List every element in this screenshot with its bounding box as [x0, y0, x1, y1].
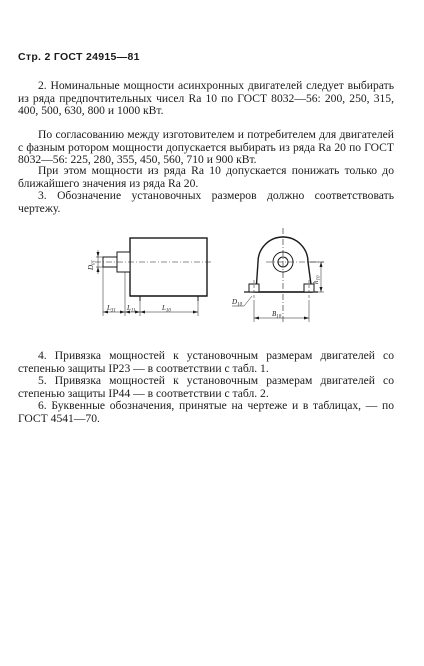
label-l10-letter: L: [162, 304, 166, 312]
paragraph-3: 3. Обозначение установочных размеров должно соответствовать чертежу.: [18, 189, 394, 215]
paragraph-6: 6. Буквенные обозначения, принятые на чертеже и в таблицах, — по ГОСТ 4541—70.: [18, 399, 394, 425]
label-d01-letter: D: [87, 264, 95, 270]
label-l11-sub: 11: [130, 308, 136, 314]
label-l31-letter: L: [107, 304, 111, 312]
label-d10-sub: 10: [237, 302, 243, 308]
paragraph-4: 4. Привязка мощностей к установочным размерам двигателей со степенью защиты IP23 — в соответствии с табл. 1.: [18, 349, 394, 375]
label-b10-letter: B: [272, 310, 277, 318]
page-header: Стр. 2 ГОСТ 24915—81: [18, 51, 140, 63]
label-d01-sub: 01: [91, 259, 97, 265]
paragraph-agreement: По согласованию между изготовителем и потребителем для двигателей с фазным ротором мощности допускается выбирать из ряда Ra 20 по ГОСТ 8032—56: 225, 280, 355, 450, 560, 710 и 900 кВт.: [18, 128, 394, 167]
paragraph-reduction: При этом мощности из ряда Ra 10 допускается понижать только до ближайшего значения из ряда Ra 20.: [18, 164, 394, 190]
motor-body-side: [130, 238, 207, 296]
label-b10-sub: 10: [276, 314, 282, 320]
label-d01: [87, 260, 97, 271]
label-h10-sub: 10: [316, 275, 322, 281]
label-l10-sub: 10: [165, 308, 171, 314]
label-h10-letter: h: [312, 280, 320, 284]
label-h10: [312, 275, 322, 284]
label-d10-letter: D: [232, 298, 238, 306]
label-l31-sub: 31: [110, 308, 116, 314]
paragraph-2: 2. Номинальные мощности асинхронных двигателей следует выбирать из ряда предпочтительных чисел Ra 10 по ГОСТ 8032—56: 200, 250, 315, 400, 500, 630, 800 и 1000 кВт.: [18, 79, 394, 118]
label-l11-letter: L: [127, 304, 131, 312]
paragraph-5: 5. Привязка мощностей к установочным размерам двигателей со степенью защиты IP44 — в соответствии с табл. 2.: [18, 374, 394, 400]
